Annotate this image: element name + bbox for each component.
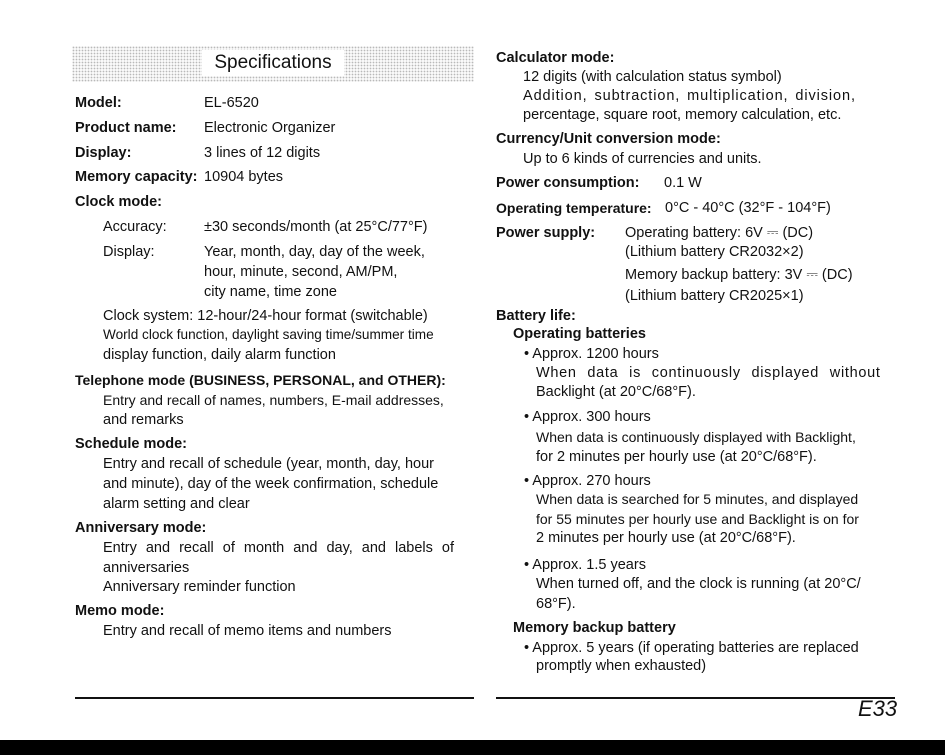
battery-item: • Approx. 1.5 years [524, 557, 646, 573]
power-consumption-value: 0.1 W [664, 175, 702, 191]
calculator-line: percentage, square root, memory calculation, etc. [523, 107, 842, 123]
power-supply-line: (Lithium battery CR2032×2) [625, 244, 804, 260]
power-consumption-label: Power consumption: [496, 175, 640, 191]
battery-item-line: 68°F). [536, 596, 576, 612]
memory-capacity-value: 10904 bytes [204, 169, 284, 185]
model-value: EL-6520 [204, 95, 259, 111]
schedule-line: alarm setting and clear [103, 496, 250, 512]
power-supply-line: Memory backup battery: 3V ⎓ (DC) [625, 267, 853, 283]
battery-item-line: When turned off, and the clock is running (at 20°C/ [536, 576, 861, 592]
memory-capacity-label: Memory capacity: [75, 169, 198, 185]
right-footer-rule [496, 697, 895, 699]
memory-backup-battery-heading: Memory backup battery [513, 620, 676, 636]
power-supply-line: Operating battery: 6V ⎓ (DC) [625, 225, 814, 241]
battery-item-line: When data is continuously displayed without [536, 365, 881, 381]
world-clock-line: World clock function, daylight saving time/summer time [103, 327, 434, 342]
battery-item: • Approx. 270 hours [524, 473, 651, 489]
telephone-line: Entry and recall of names, numbers, E-mail addresses, [103, 392, 444, 408]
power-supply-label: Power supply: [496, 225, 596, 241]
calculator-line: Addition, subtraction, multiplication, division, [523, 88, 856, 104]
battery-item-line: for 2 minutes per hourly use (at 20°C/68°F). [536, 449, 817, 465]
operating-temperature-label: Operating temperature: [496, 200, 652, 216]
clock-mode-heading: Clock mode: [75, 194, 163, 210]
telephone-line: and remarks [103, 412, 184, 428]
schedule-line: and minute), day of the week confirmation, schedule [103, 476, 439, 492]
operating-batteries-heading: Operating batteries [513, 326, 646, 342]
battery-item: • Approx. 300 hours [524, 409, 651, 425]
battery-item-line: 2 minutes per hourly use (at 20°C/68°F). [536, 530, 796, 546]
anniversary-mode-heading: Anniversary mode: [75, 520, 207, 536]
battery-item: • Approx. 5 years (if operating batteries are replaced [524, 640, 859, 656]
display-label: Display: [75, 145, 132, 161]
clock-accuracy-value: ±30 seconds/month (at 25°C/77°F) [204, 219, 428, 235]
anniversary-line: anniversaries [103, 560, 190, 576]
battery-item-line: When data is continuously displayed with Backlight, [536, 429, 856, 445]
currency-mode-heading: Currency/Unit conversion mode: [496, 131, 721, 147]
operating-temperature-value: 0°C - 40°C (32°F - 104°F) [665, 200, 831, 216]
product-name-label: Product name: [75, 120, 177, 136]
clock-system-line [103, 306, 473, 326]
schedule-mode-heading: Schedule mode: [75, 436, 187, 452]
page-title: Specifications [202, 50, 344, 76]
memo-mode-heading: Memo mode: [75, 603, 165, 619]
battery-item-line: for 55 minutes per hourly use and Backlight is on for [536, 511, 859, 527]
currency-line: Up to 6 kinds of currencies and units. [523, 151, 762, 167]
clock-display-line: Year, month, day, day of the week, [204, 244, 425, 260]
scan-edge [0, 740, 945, 755]
alarm-line: display function, daily alarm function [103, 347, 336, 363]
power-supply-line: (Lithium battery CR2025×1) [625, 288, 804, 304]
battery-item-line: promptly when exhausted) [536, 658, 707, 674]
battery-life-heading: Battery life: [496, 308, 576, 324]
clock-system-text: Clock system: 12-hour/24-hour format (switchable) [103, 308, 428, 324]
battery-item-line: When data is searched for 5 minutes, and displayed [536, 491, 859, 507]
left-footer-rule [75, 697, 474, 699]
telephone-mode-heading: Telephone mode (BUSINESS, PERSONAL, and OTHER): [75, 372, 446, 388]
calculator-line: 12 digits (with calculation status symbol) [523, 69, 782, 85]
anniversary-line: Entry and recall of month and day, and labels of [103, 540, 455, 556]
clock-display-label: Display: [103, 244, 155, 260]
anniversary-line: Anniversary reminder function [103, 579, 296, 595]
battery-item-line: Backlight (at 20°C/68°F). [536, 384, 696, 400]
clock-display-line: city name, time zone [204, 284, 337, 300]
memo-line: Entry and recall of memo items and numbers [103, 623, 392, 639]
calculator-mode-heading: Calculator mode: [496, 50, 615, 66]
schedule-line: Entry and recall of schedule (year, month, day, hour [103, 456, 434, 472]
product-name-value: Electronic Organizer [204, 120, 336, 136]
display-value: 3 lines of 12 digits [204, 145, 321, 161]
model-label: Model: [75, 95, 122, 111]
clock-accuracy-label: Accuracy: [103, 219, 167, 235]
clock-display-line: hour, minute, second, AM/PM, [204, 264, 398, 280]
battery-item: • Approx. 1200 hours [524, 346, 659, 362]
page-number: E33 [858, 696, 898, 721]
